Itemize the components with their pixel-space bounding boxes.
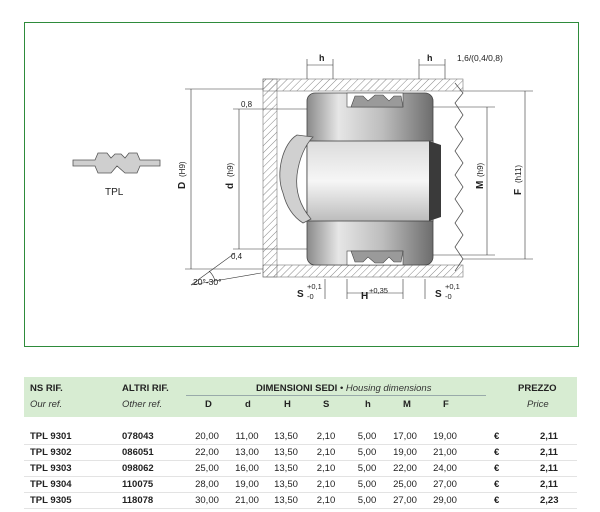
- cell-h: 5,00: [357, 431, 377, 442]
- cell-currency: €: [494, 431, 500, 442]
- cell-d: 11,00: [235, 431, 259, 442]
- cell-H: 13,50: [274, 431, 298, 442]
- header-our-ref: Our ref.: [30, 399, 63, 410]
- cell-S: 2,10: [316, 479, 336, 490]
- label-d: d: [225, 182, 236, 189]
- table-header: [24, 377, 577, 417]
- tpl-profile-icon: [73, 153, 160, 173]
- cell-currency: €: [494, 495, 500, 506]
- header-col-D: D: [205, 399, 212, 410]
- label-S-right-tol-top: +0,1: [445, 282, 460, 291]
- header-housing: Housing dimensions: [345, 383, 432, 394]
- header-col-H: H: [284, 399, 291, 410]
- cell-ns: TPL 9301: [30, 431, 72, 442]
- label-S-left: S: [297, 289, 304, 300]
- cell-price: 2,11: [540, 463, 558, 474]
- label-S-right-tol-bot: -0: [445, 292, 452, 301]
- cell-ns: TPL 9305: [30, 495, 72, 506]
- cell-d: 13,00: [235, 447, 259, 458]
- table-row: [24, 429, 577, 445]
- label-M: M: [475, 180, 486, 189]
- label-finish-04: 0,4: [231, 252, 243, 261]
- cell-d: 16,00: [235, 463, 259, 474]
- label-S-left-tol-top: +0,1: [307, 282, 322, 291]
- table-row: [24, 477, 577, 493]
- label-S-right: S: [435, 289, 442, 300]
- cell-M: 25,00: [393, 479, 417, 490]
- label-H-tol: +0,35: [369, 286, 388, 295]
- cell-D: 20,00: [195, 431, 219, 442]
- header-altri-rif: ALTRI RIF.: [122, 383, 169, 394]
- cell-h: 5,00: [357, 463, 377, 474]
- label-d-tol: (h9): [226, 162, 235, 177]
- label-h-left: h: [319, 53, 325, 63]
- cell-M: 19,00: [393, 447, 417, 458]
- piston-rod: [280, 135, 441, 223]
- cell-S: 2,10: [316, 463, 336, 474]
- cell-F: 21,00: [433, 447, 457, 458]
- cell-d: 21,00: [235, 495, 259, 506]
- cell-S: 2,10: [316, 447, 336, 458]
- cell-H: 13,50: [274, 495, 298, 506]
- technical-drawing: [25, 23, 578, 346]
- header-bullet: •: [339, 383, 344, 394]
- table-row: [24, 493, 577, 509]
- header-col-S: S: [323, 399, 330, 410]
- header-price: Price: [527, 399, 549, 410]
- label-F: F: [513, 188, 524, 195]
- label-H: H: [361, 291, 369, 302]
- header-dimensioni: DIMENSIONI SEDI: [256, 383, 338, 394]
- label-S-left-tol-bot: -0: [307, 292, 314, 301]
- header-col-M: M: [403, 399, 411, 410]
- cell-D: 22,00: [195, 447, 219, 458]
- header-col-F: F: [443, 399, 449, 410]
- header-prezzo: PREZZO: [518, 383, 557, 394]
- cell-D: 28,00: [195, 479, 219, 490]
- header-ns-rif: NS RIF.: [30, 383, 63, 394]
- technical-drawing-frame: [24, 22, 579, 347]
- label-D: D: [177, 181, 188, 189]
- label-F-tol: (h11): [514, 164, 523, 183]
- label-tolerance-top: 1,6/(0,4/0,8): [457, 53, 503, 63]
- cell-altri: 098062: [122, 463, 154, 474]
- cell-D: 30,00: [195, 495, 219, 506]
- cell-price: 2,23: [540, 495, 559, 506]
- product-table: [24, 377, 577, 509]
- header-other-ref: Other ref.: [122, 399, 163, 410]
- table-row: [24, 461, 577, 477]
- label-M-tol: (h9): [476, 162, 485, 177]
- label-h-right: h: [427, 53, 433, 63]
- cell-altri: 086051: [122, 447, 154, 458]
- header-divider: [186, 395, 486, 396]
- cell-ns: TPL 9303: [30, 463, 72, 474]
- cell-M: 27,00: [393, 495, 417, 506]
- cell-altri: 110075: [122, 479, 154, 490]
- header-dimensioni-group: [256, 383, 431, 394]
- profile-label: TPL: [105, 187, 124, 198]
- cell-h: 5,00: [357, 447, 377, 458]
- table-body: [24, 429, 577, 509]
- cell-M: 17,00: [393, 431, 417, 442]
- cell-H: 13,50: [274, 463, 298, 474]
- cell-price: 2,11: [540, 447, 558, 458]
- cell-h: 5,00: [357, 479, 377, 490]
- cell-S: 2,10: [316, 495, 336, 506]
- header-col-h: h: [365, 399, 371, 410]
- cell-F: 24,00: [433, 463, 457, 474]
- cell-altri: 078043: [122, 431, 154, 442]
- cell-altri: 118078: [122, 495, 154, 506]
- cell-F: 19,00: [433, 431, 457, 442]
- cell-h: 5,00: [357, 495, 377, 506]
- cell-F: 27,00: [433, 479, 457, 490]
- cell-S: 2,10: [316, 431, 336, 442]
- cell-M: 22,00: [393, 463, 417, 474]
- cell-price: 2,11: [540, 431, 558, 442]
- cell-F: 29,00: [433, 495, 457, 506]
- label-D-tol: (H9): [178, 161, 187, 177]
- cell-ns: TPL 9302: [30, 447, 72, 458]
- cell-currency: €: [494, 479, 500, 490]
- header-col-d: d: [245, 399, 251, 410]
- table-row: [24, 445, 577, 461]
- label-finish-08: 0,8: [241, 100, 253, 109]
- cell-currency: €: [494, 463, 500, 474]
- cell-H: 13,50: [274, 447, 298, 458]
- cell-D: 25,00: [195, 463, 219, 474]
- cell-d: 19,00: [235, 479, 259, 490]
- label-angle: 20°-30°: [193, 277, 222, 287]
- cell-currency: €: [494, 447, 500, 458]
- cell-ns: TPL 9304: [30, 479, 72, 490]
- cell-H: 13,50: [274, 479, 298, 490]
- cell-price: 2,11: [540, 479, 558, 490]
